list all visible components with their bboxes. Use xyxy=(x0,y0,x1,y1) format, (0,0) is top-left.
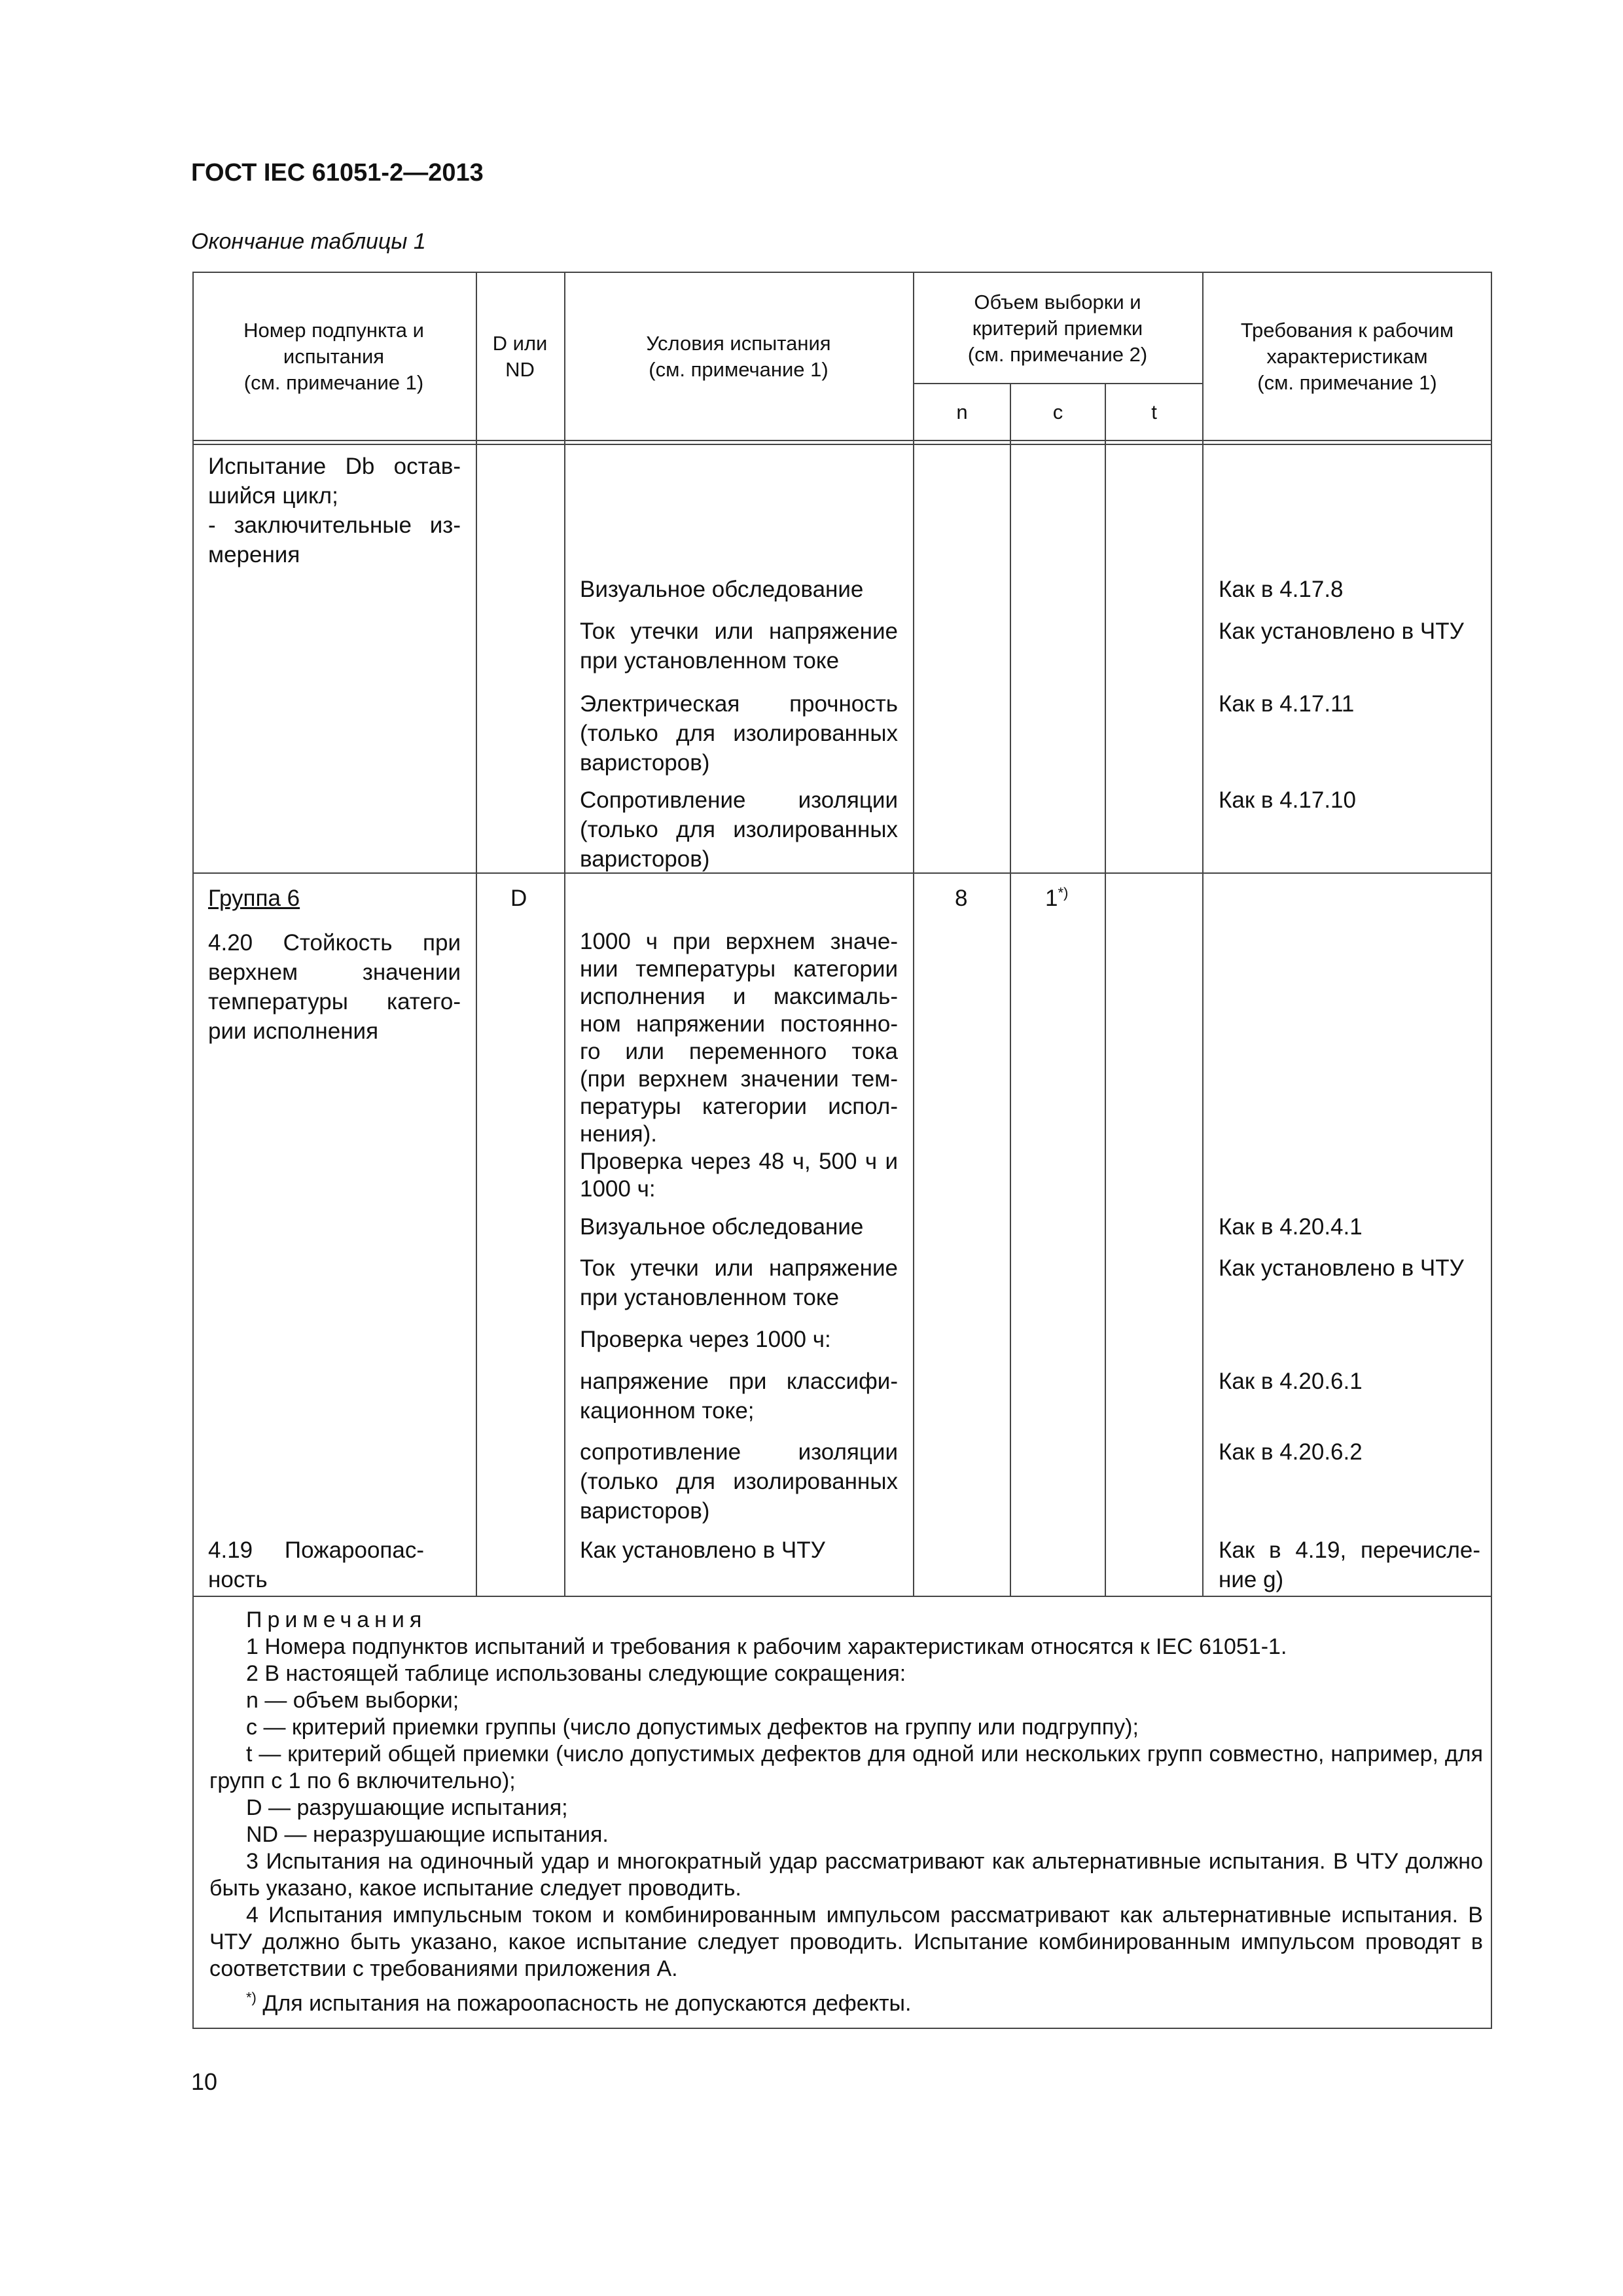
block1-cond-leakage: Ток утечки или напряжение при установленном токе xyxy=(580,619,898,673)
block1-cond-visual: Визуальное обследование xyxy=(580,577,864,602)
col-divider-4 xyxy=(1010,383,1011,1596)
note-3: 3 Испытания на одиночный удар и многократный удар рассматривают как альтернативные испытания. В ЧТУ должно быть указано, какое испытание следует проводить. xyxy=(209,1849,1483,1901)
block2-cond-insulation: сопротивление изоляции (только для изолированных варисторов) xyxy=(580,1439,898,1524)
block1-req-insulation: Как в 4.17.10 xyxy=(1219,787,1356,813)
block2-main-cond: 1000 ч при верхнем значе- нии температуры категории исполнения и максималь- ном напряжении постоянно- го или переменного тока (при верхнем значении тем- пературы категории испол- нения). Проверка через 48 ч, 500 ч и 1000 ч: xyxy=(580,929,898,1202)
note-2-nd: ND — неразрушающие испытания. xyxy=(246,1822,609,1847)
note-2-c: c — критерий приемки группы (число допустимых дефектов на группу или подгруппу); xyxy=(246,1715,1139,1740)
group-6-d-nd: D xyxy=(510,886,527,911)
header-c: c xyxy=(1052,401,1063,423)
group-6-n: 8 xyxy=(955,886,968,911)
col-divider-5 xyxy=(1105,383,1106,1596)
fire-item: 4.19 Пожароопас- ность xyxy=(208,1537,424,1592)
fire-req: Как в 4.19, перечисле- ние g) xyxy=(1219,1537,1480,1592)
note-2-t: t — критерий общей приемки (число допустимых дефектов для одной или нескольких групп совместно, например, для групп с 1 по 6 включительно); xyxy=(209,1742,1483,1793)
block2-req-insulation: Как в 4.20.6.2 xyxy=(1219,1439,1363,1465)
notes-block xyxy=(209,1607,1483,2017)
sample-subheader-line xyxy=(913,383,1202,384)
fire-cond: Как установлено в ЧТУ xyxy=(580,1537,825,1563)
notes-top-line xyxy=(192,1596,1492,1597)
block1-cond-strength: Электрическая прочность (только для изолированных варисторов) xyxy=(580,691,898,776)
block2-cond-leakage: Ток утечки или напряжение при установленном токе xyxy=(580,1255,898,1310)
block1-cond-insulation: Сопротивление изоляции (только для изолированных варисторов) xyxy=(580,787,898,872)
note-2-d: D — разрушающие испытания; xyxy=(246,1795,568,1820)
note-4: 4 Испытания импульсным током и комбинированным импульсом рассматривают как альтернативные испытания. В ЧТУ должно быть указано, какое испытание следует проводить. Испытание комбинированным импульсом проводят в соответствии с требованиями приложения А. xyxy=(209,1903,1483,1981)
note-1: 1 Номера подпунктов испытаний и требования к рабочим характеристикам относятся к IEC 61051-1. xyxy=(246,1634,1287,1659)
block2-cond-check1000: Проверка через 1000 ч: xyxy=(580,1327,831,1352)
block2-req-visual: Как в 4.20.4.1 xyxy=(1219,1214,1363,1240)
notes-heading: Примечания xyxy=(246,1607,427,1632)
col-divider-1 xyxy=(476,272,477,1596)
header-sample: Объем выборки и критерий приемки (см. примечание 2) xyxy=(967,291,1148,366)
block1-req-leakage: Как установлено в ЧТУ xyxy=(1219,619,1464,644)
header-double-line xyxy=(192,444,1492,445)
block1-req-visual: Как в 4.17.8 xyxy=(1219,577,1344,602)
block1-item: Испытание Db остав- шийся цикл; - заключительные из- мерения xyxy=(208,454,461,567)
header-d-nd: D или ND xyxy=(492,332,548,381)
col-divider-3 xyxy=(913,272,914,1596)
header-conditions: Условия испытания (см. примечание 1) xyxy=(646,332,831,381)
group-6-c: 1*) xyxy=(1045,884,1069,911)
header-item: Номер подпункта и испытания (см. примечание 1) xyxy=(243,319,424,394)
note-2: 2 В настоящей таблице использованы следующие сокращения: xyxy=(246,1661,906,1686)
block2-req-voltage: Как в 4.20.6.1 xyxy=(1219,1369,1363,1394)
col-divider-2 xyxy=(564,272,565,1596)
table-caption: Окончание таблицы 1 xyxy=(191,229,426,254)
group-6-label: Группа 6 xyxy=(208,886,300,911)
block1-req-strength: Как в 4.17.11 xyxy=(1219,691,1355,717)
document-title: ГОСТ IEC 61051-2—2013 xyxy=(191,159,484,187)
page-number: 10 xyxy=(191,2068,218,2095)
block2-cond-voltage: напряжение при классифи- кационном токе; xyxy=(580,1369,898,1424)
header-t: t xyxy=(1151,401,1157,423)
block2-item: 4.20 Стойкость при верхнем значении температуры катего- рии исполнения xyxy=(208,930,461,1044)
block2-req-leakage: Как установлено в ЧТУ xyxy=(1219,1255,1464,1281)
col-divider-6 xyxy=(1202,272,1204,1596)
footnote: *) Для испытания на пожароопасность не допускаются дефекты. xyxy=(246,1989,912,2016)
header-n: n xyxy=(956,401,968,423)
note-2-n: n — объем выборки; xyxy=(246,1688,459,1713)
header-bottom-line xyxy=(192,440,1492,441)
header-requirements: Требования к рабочим характеристикам (см. примечание 1) xyxy=(1240,319,1454,394)
block2-cond-visual: Визуальное обследование xyxy=(580,1214,864,1240)
